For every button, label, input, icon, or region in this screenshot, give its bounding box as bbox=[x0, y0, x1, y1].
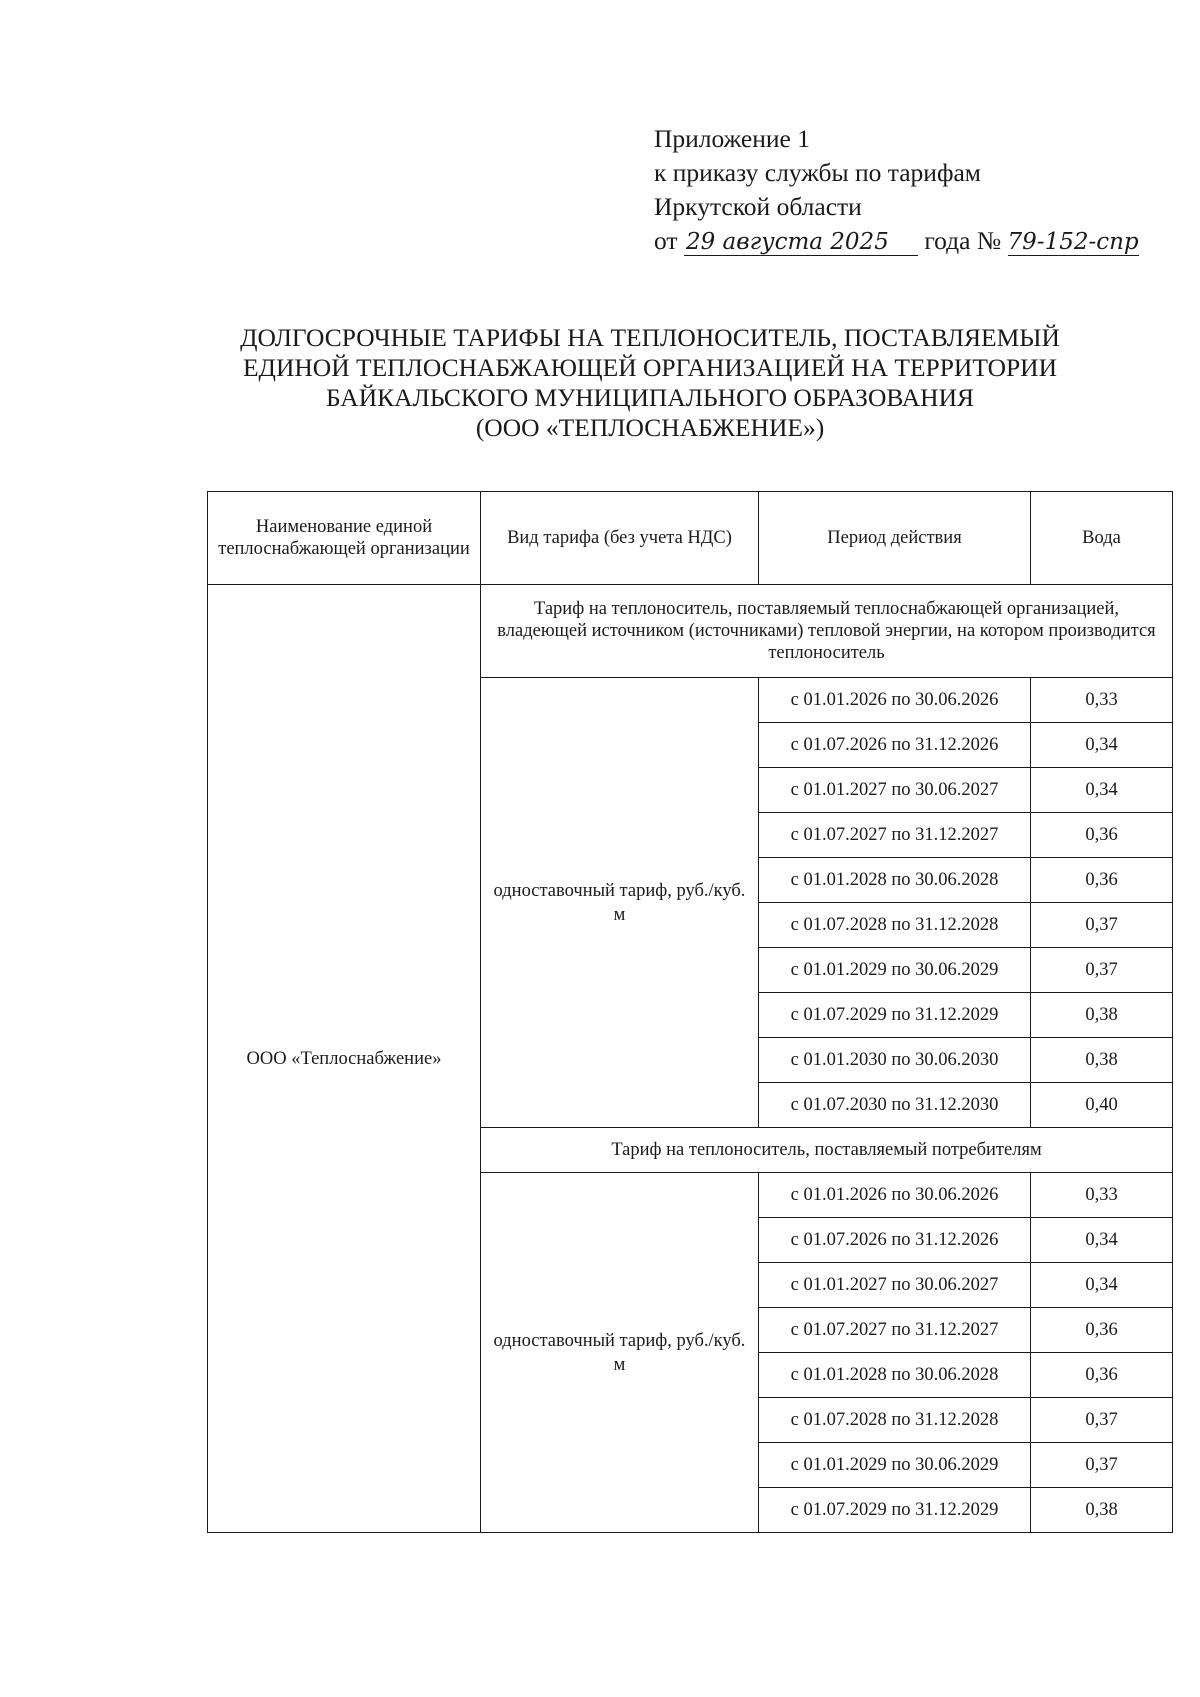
header-org: Наименование единой теплоснабжающей организации bbox=[208, 492, 481, 585]
section-row bbox=[208, 585, 1173, 678]
period-cell: с 01.07.2029 по 31.12.2029 bbox=[759, 1488, 1031, 1533]
period-cell: с 01.01.2029 по 30.06.2029 bbox=[759, 1443, 1031, 1488]
period-cell: с 01.01.2027 по 30.06.2027 bbox=[759, 1263, 1031, 1308]
year-word: года № bbox=[924, 226, 1002, 255]
water-value-cell: 0,36 bbox=[1031, 858, 1173, 903]
water-value-cell: 0,36 bbox=[1031, 1308, 1173, 1353]
title-line: (ООО «ТЕПЛОСНАБЖЕНИЕ») bbox=[475, 413, 825, 442]
period-cell: с 01.01.2028 по 30.06.2028 bbox=[759, 858, 1031, 903]
title-line: ДОЛГОСРОЧНЫЕ ТАРИФЫ НА ТЕПЛОНОСИТЕЛЬ, ПОСТАВЛЯЕМЫЙ bbox=[240, 323, 1060, 352]
water-value-cell: 0,34 bbox=[1031, 1218, 1173, 1263]
water-value-cell: 0,38 bbox=[1031, 1488, 1173, 1533]
water-value-cell: 0,34 bbox=[1031, 768, 1173, 813]
water-value-cell: 0,34 bbox=[1031, 723, 1173, 768]
period-cell: с 01.01.2029 по 30.06.2029 bbox=[759, 948, 1031, 993]
period-cell: с 01.07.2026 по 31.12.2026 bbox=[759, 723, 1031, 768]
period-cell: с 01.07.2029 по 31.12.2029 bbox=[759, 993, 1031, 1038]
period-cell: с 01.01.2028 по 30.06.2028 bbox=[759, 1353, 1031, 1398]
date-prefix: от bbox=[654, 226, 678, 255]
water-value-cell: 0,34 bbox=[1031, 1263, 1173, 1308]
appendix-block bbox=[654, 122, 1139, 258]
handwritten-date: 29 августа 2025 bbox=[684, 229, 918, 256]
period-cell: с 01.01.2030 по 30.06.2030 bbox=[759, 1038, 1031, 1083]
water-value-cell: 0,38 bbox=[1031, 993, 1173, 1038]
period-cell: с 01.07.2026 по 31.12.2026 bbox=[759, 1218, 1031, 1263]
water-value-cell: 0,33 bbox=[1031, 1173, 1173, 1218]
title-line: ЕДИНОЙ ТЕПЛОСНАБЖАЮЩЕЙ ОРГАНИЗАЦИЕЙ НА ТЕРРИТОРИИ bbox=[242, 353, 1057, 382]
water-value-cell: 0,36 bbox=[1031, 1353, 1173, 1398]
tariff-kind-cell: одноставочный тариф, руб./куб. м bbox=[481, 1173, 759, 1533]
water-value-cell: 0,36 bbox=[1031, 813, 1173, 858]
water-value-cell: 0,37 bbox=[1031, 948, 1173, 993]
period-cell: с 01.07.2028 по 31.12.2028 bbox=[759, 1398, 1031, 1443]
period-cell: с 01.07.2027 по 31.12.2027 bbox=[759, 1308, 1031, 1353]
water-value-cell: 0,33 bbox=[1031, 678, 1173, 723]
document-title bbox=[150, 323, 1150, 443]
water-value-cell: 0,37 bbox=[1031, 1398, 1173, 1443]
period-cell: с 01.01.2026 по 30.06.2026 bbox=[759, 1173, 1031, 1218]
header-period: Период действия bbox=[759, 492, 1031, 585]
header-kind: Вид тарифа (без учета НДС) bbox=[481, 492, 759, 585]
period-cell: с 01.07.2028 по 31.12.2028 bbox=[759, 903, 1031, 948]
appendix-line: Приложение 1 bbox=[654, 124, 810, 153]
tariff-table bbox=[207, 491, 1173, 1533]
section-title: Тариф на теплоноситель, поставляемый теплоснабжающей организацией, владеющей источником (источниками) тепловой энергии, на котором производится теплоноситель bbox=[481, 585, 1173, 678]
tariff-kind-cell: одноставочный тариф, руб./куб. м bbox=[481, 678, 759, 1128]
period-cell: с 01.01.2027 по 30.06.2027 bbox=[759, 768, 1031, 813]
header-water: Вода bbox=[1031, 492, 1173, 585]
water-value-cell: 0,37 bbox=[1031, 903, 1173, 948]
period-cell: с 01.01.2026 по 30.06.2026 bbox=[759, 678, 1031, 723]
appendix-line: к приказу службы по тарифам bbox=[654, 158, 981, 187]
period-cell: с 01.07.2027 по 31.12.2027 bbox=[759, 813, 1031, 858]
table-header-row bbox=[208, 492, 1173, 585]
title-line: БАЙКАЛЬСКОГО МУНИЦИПАЛЬНОГО ОБРАЗОВАНИЯ bbox=[325, 383, 975, 412]
section-title: Тариф на теплоноситель, поставляемый потребителям bbox=[481, 1128, 1173, 1173]
period-cell: с 01.07.2030 по 31.12.2030 bbox=[759, 1083, 1031, 1128]
water-value-cell: 0,37 bbox=[1031, 1443, 1173, 1488]
water-value-cell: 0,40 bbox=[1031, 1083, 1173, 1128]
appendix-line: Иркутской области bbox=[654, 192, 862, 221]
water-value-cell: 0,38 bbox=[1031, 1038, 1173, 1083]
appendix-date-line bbox=[654, 224, 1139, 258]
org-name-cell: ООО «Теплоснабжение» bbox=[208, 585, 481, 1533]
handwritten-order-number: 79-152-спр bbox=[1007, 229, 1139, 255]
